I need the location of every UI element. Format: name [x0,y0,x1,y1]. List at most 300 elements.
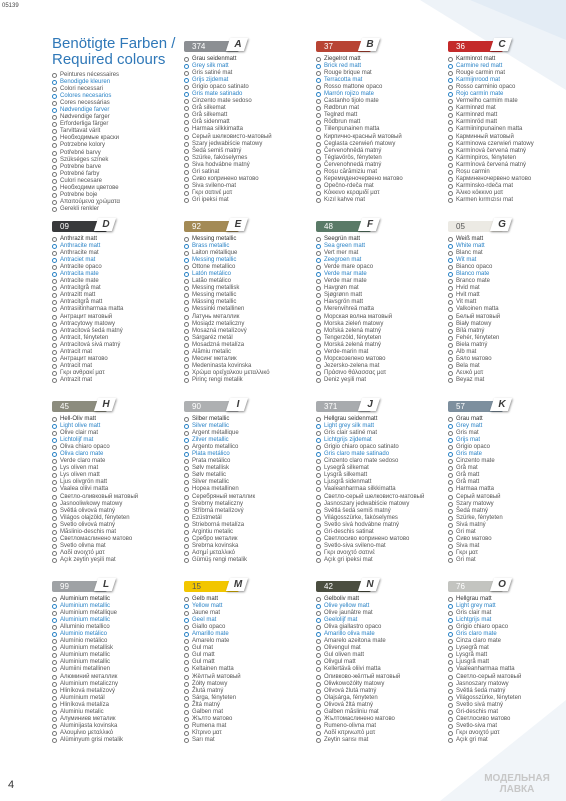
colour-letter: O [498,579,506,590]
colour-name-text: Karmínová červená matný [456,161,527,168]
colour-name-text: Gris satiné mat [192,70,233,77]
flag-icon [448,487,453,492]
flag-icon [316,156,321,161]
flag-icon [448,537,453,542]
colour-name-item [184,494,328,501]
colour-badge [52,218,116,232]
colour-name-item [52,257,196,264]
logo-line-1: МОДЕЛЬНАЯ [484,773,550,784]
colour-name-text: Amarelo azeitona mate [324,638,386,645]
colour-name-item [184,236,328,243]
colour-name-text: Светло-серый матовый [456,673,522,680]
colour-name-text: Alüminyum grisi metalik [60,736,124,743]
flag-icon [184,502,189,507]
page-number: 4 [8,779,15,791]
flag-icon [184,149,189,154]
colour-name-text: Antracit mat [60,362,93,369]
language-item [52,199,182,206]
colour-block-d [60,218,196,384]
colour-name-item [52,730,196,737]
flag-icon [316,480,321,485]
flag-icon [184,244,189,249]
colour-name-item [52,508,196,515]
flag-icon [316,120,321,125]
colour-name-item [184,437,328,444]
colour-name-item [184,416,328,423]
colour-name-text: Carmine red matt [456,63,503,70]
flag-icon [448,64,453,69]
flag-icon [52,357,57,362]
flag-icon [184,251,189,256]
flag-icon [448,689,453,694]
colour-name-text: Brass metallic [192,243,230,250]
flag-icon [52,632,57,637]
colour-name-item [316,515,460,522]
colour-name-text: Verde-marin mat [324,348,369,355]
flag-icon [52,115,57,120]
flag-icon [52,495,57,500]
colour-name-text: Teglrød matt [324,112,358,119]
colour-name-item [52,299,196,306]
colour-badge [184,398,248,412]
flag-icon [448,639,453,644]
colour-name-text: Bílá matný [456,327,485,334]
colour-name-text: Seegrün matt [324,236,361,243]
flag-icon [184,516,189,521]
colour-name-text: Gul oliven matt [324,652,365,659]
flag-icon [52,272,57,277]
colour-name-item [316,271,460,278]
language-item-text: Culori necesare [60,177,103,184]
colour-name-item [184,631,328,638]
colour-name-item [316,243,460,250]
colour-name-item [52,610,196,617]
language-item [52,185,182,192]
colour-name-text: Gris claro mate satinado [324,451,390,458]
colour-name-item [184,444,328,451]
colour-name-text: Biela matný [456,341,488,348]
colour-name-text: Grey matt [456,423,483,430]
colour-name-item [316,84,460,91]
colour-name-item [184,596,328,603]
colour-name-item [52,709,196,716]
flag-icon [316,127,321,132]
colour-name-list [316,596,460,744]
colour-name-text: Verde mar mate [324,278,367,285]
colour-name-item [184,681,328,688]
flag-icon [52,371,57,376]
flag-icon [316,417,321,422]
flag-icon [52,336,57,341]
flag-icon [184,717,189,722]
language-item-text: Szükséges színek [60,156,109,163]
flag-icon [184,286,189,291]
colour-name-text: Deniz yeşili mat [324,376,367,383]
colour-name-text: Gri mat [456,528,476,535]
colour-name-text: Морская волна матовый [324,313,393,320]
colour-letter: F [366,219,374,230]
colour-name-item [184,63,328,70]
flag-icon [316,537,321,542]
colour-name-item [316,494,460,501]
colour-name-text: Gri ipeksi mat [192,196,229,203]
flag-icon [52,80,57,85]
colour-name-item [316,141,460,148]
colour-name-text: Geel mat [192,617,217,624]
colour-name-text: Карминеночервено матово [456,175,532,182]
colour-name-item [52,536,196,543]
colour-name-text: Λαδί κιτρινωπό ματ [324,729,376,736]
flag-icon [448,738,453,743]
colour-name-text: Tengerzöld, fényteten [324,334,382,341]
colour-name-item [316,529,460,536]
language-item-text: Nødvendige farver [60,107,110,114]
flag-icon [448,307,453,312]
colour-name-item [448,335,566,342]
colour-name-item [316,370,460,377]
colour-name-text: Light grey silk matt [324,423,375,430]
flag-icon [52,537,57,542]
colour-name-text: Άλικο κόκκινο ματ [456,189,504,196]
colour-name-text: Λευκό ματ [456,369,484,376]
colour-name-text: Világos olajzöld, fényteten [60,514,130,521]
colour-name-text: Jasnoszary matowy [456,680,509,687]
colour-name-item [316,335,460,342]
flag-icon [448,523,453,528]
colour-name-text: Stříbrná metalízový [192,507,244,514]
colour-name-item [184,674,328,681]
flag-icon [184,307,189,312]
colour-name-text: Латунь металлик [192,313,240,320]
colour-name-item [316,486,460,493]
colour-name-text: Vaaleanharmaa silkkimatta [324,486,396,493]
flag-icon [448,653,453,658]
colour-name-text: Kárminpiros, fényteten [456,154,517,161]
colour-name-text: Antracit, fényteten [60,334,109,341]
colour-name-item [52,666,196,673]
colour-name-item [52,236,196,243]
colour-name-text: Oliva claro mate [60,451,104,458]
colour-name-item [316,536,460,543]
flag-icon [448,667,453,672]
flag-icon [184,350,189,355]
colour-name-item [184,141,328,148]
colour-name-item [448,77,566,84]
flag-icon [52,237,57,242]
colour-name-item [316,702,460,709]
flag-icon [52,378,57,383]
flag-icon [184,509,189,514]
colour-name-text: Rödbrun matt [324,119,361,126]
colour-name-text: Lysegrå mat [456,645,489,652]
colour-name-text: Aluminium metallic [60,617,111,624]
colour-name-item [448,119,566,126]
colour-name-text: Oliva giallastro opaco [324,624,382,631]
flag-icon [52,307,57,312]
colour-name-item [52,681,196,688]
colour-name-item [316,70,460,77]
flag-icon [184,265,189,270]
colour-name-text: Кирпично-красный матовый [324,133,402,140]
colour-name-item [184,335,328,342]
colour-name-text: Жёлтый матовый [192,673,241,680]
colour-name-text: Karmínová červená matný [456,147,527,154]
colour-name-text: Χρώμα ορείχαλκου μεταλλικό [192,369,270,376]
colour-name-text: Szürke, fakóselymes [192,154,248,161]
colour-name-item [448,617,566,624]
flag-icon [184,530,189,535]
colour-name-item [184,363,328,370]
colour-name-text: Karmiininpunainen matta [456,126,523,133]
colour-name-text: Argintiu metalic [192,528,234,535]
flag-icon [448,459,453,464]
colour-number: 371 [324,402,338,411]
colour-name-item [52,444,196,451]
colour-name-item [316,112,460,119]
colour-block-c [456,38,566,204]
colour-name-text: Tiilenpunainen matta [324,126,380,133]
colour-letter: B [366,39,374,50]
colour-name-item [448,243,566,250]
flag-icon [448,516,453,521]
colour-name-text: Argento metallico [192,444,239,451]
colour-name-text: Grijs mat [456,437,480,444]
colour-name-text: Sárga, fényteten [192,694,237,701]
colour-name-text: Κίτρινο ματ [192,729,222,736]
language-item [52,72,182,79]
flag-icon [184,279,189,284]
title-line-english: Required colours [52,51,166,68]
flag-icon [448,99,453,104]
colour-name-item [448,596,566,603]
colour-name-item [316,723,460,730]
flag-icon [184,466,189,471]
colour-name-item [448,723,566,730]
colour-name-text: Żółty matowy [192,680,228,687]
colour-number: 48 [324,222,333,231]
colour-name-text: Gri mat [456,556,476,563]
colour-name-text: Sølv metallisk [192,465,230,472]
flag-icon [184,710,189,715]
colour-name-text: Alumínio metálico [60,638,108,645]
flag-icon [184,738,189,743]
colour-name-text: Rosso mattone opaco [324,84,383,91]
colour-name-text: Lichtgrijs mat [456,617,492,624]
flag-icon [316,198,321,203]
colour-name-item [184,603,328,610]
flag-icon [316,487,321,492]
colour-name-item [184,723,328,730]
flag-icon [184,452,189,457]
colour-name-text: Svetlo sivá matný [456,701,504,708]
flag-icon [448,57,453,62]
colour-letter: E [234,219,242,230]
colour-name-text: Grå sidenmatt [192,119,230,126]
colour-name-text: Морскозелено матово [324,355,386,362]
language-item [52,114,182,121]
colour-name-item [184,716,328,723]
colour-name-item [448,190,566,197]
colour-name-text: Jasnoszary jedwabiście matowy [324,500,410,507]
colour-name-text: Белый матовый [456,313,501,320]
colour-name-text: Grå mat [456,465,478,472]
flag-icon [316,251,321,256]
colour-name-item [316,105,460,112]
colour-name-text: Сиво матово [456,535,492,542]
flag-icon [52,653,57,658]
colour-number: 92 [192,222,201,231]
flag-icon [448,597,453,602]
flag-icon [52,207,57,212]
colour-name-item [316,674,460,681]
flag-icon [448,660,453,665]
colour-name-item [184,624,328,631]
flag-icon [316,611,321,616]
flag-icon [448,551,453,556]
flag-icon [316,357,321,362]
flag-icon [448,632,453,637]
colour-name-item [52,716,196,723]
colour-name-item [184,271,328,278]
colour-badge [184,38,248,52]
colour-name-text: Lysegrå silkemat [324,465,369,472]
flag-icon [184,364,189,369]
language-item [52,164,182,171]
colour-name-item [184,278,328,285]
colour-name-item [52,515,196,522]
colour-name-item [448,501,566,508]
title-line-german: Benötigte Farben / [52,35,176,52]
colour-name-item [52,557,196,564]
language-list [52,72,182,213]
colour-name-text: Cinzento mate sedoso [192,98,252,105]
colour-name-item [52,451,196,458]
colour-block-o [456,578,566,744]
flag-icon [184,696,189,701]
colour-name-text: Grigio chiaro opaco [456,624,509,631]
colour-name-text: Messinki metallinen [192,306,245,313]
colour-name-text: Gris mate [456,451,483,458]
colour-name-text: Gris clair mat [456,610,492,617]
flag-icon [316,523,321,528]
flag-icon [52,618,57,623]
colour-name-item [448,63,566,70]
colour-name-item [316,285,460,292]
flag-icon [448,237,453,242]
colour-name-item [448,508,566,515]
flag-icon [184,177,189,182]
colour-letter: D [102,219,110,230]
flag-icon [316,473,321,478]
colour-name-item [448,515,566,522]
flag-icon [52,703,57,708]
colour-name-item [52,522,196,529]
flag-icon [52,258,57,263]
flag-icon [316,184,321,189]
flag-icon [184,597,189,602]
colour-name-item [52,494,196,501]
colour-name-text: Rouge brique mat [324,70,372,77]
flag-icon [448,703,453,708]
colour-name-item [52,271,196,278]
colour-name-item [52,702,196,709]
flag-icon [316,364,321,369]
colour-letter: M [233,579,243,590]
colour-name-item [316,155,460,162]
flag-icon [184,120,189,125]
flag-icon [52,660,57,665]
flag-icon [316,639,321,644]
flag-icon [316,696,321,701]
colour-name-text: Светломаслинено матово [60,535,133,542]
colour-name-text: Karmijnrood mat [456,77,501,84]
flag-icon [184,417,189,422]
colour-name-text: Světlá šedá semiš matný [324,507,391,514]
colour-name-text: Világosszürke, fényteten [456,694,522,701]
colour-name-item [316,501,460,508]
language-item-text: Необходимые краски [60,135,119,142]
colour-name-text: Алюминий металлик [60,673,118,680]
colour-name-item [316,77,460,84]
colour-name-item [52,356,196,363]
colour-name-text: Žltá matný [192,701,221,708]
colour-name-item [316,543,460,550]
flag-icon [448,696,453,701]
flag-icon [184,618,189,623]
colour-name-item [184,479,328,486]
colour-name-text: Măslinio-deschis mat [60,528,117,535]
flag-icon [184,135,189,140]
flag-icon [316,85,321,90]
colour-name-list [316,56,460,204]
colour-name-item [448,257,566,264]
flag-icon [52,551,57,556]
flag-icon [184,625,189,630]
colour-name-text: Antracit mat [60,348,93,355]
colour-name-text: Grå matt [456,472,480,479]
flag-icon [184,646,189,651]
colour-letter: H [102,399,110,410]
language-item-text: Απαιτούμενα χρώματα [60,198,120,205]
colour-name-item [52,458,196,465]
flag-icon [184,523,189,528]
colour-name-item [448,349,566,356]
colour-name-text: Harmaa silkkimatta [192,126,244,133]
flag-icon [448,251,453,256]
colour-badge [448,218,512,232]
colour-name-item [52,416,196,423]
flag-icon [316,71,321,76]
flag-icon [448,424,453,429]
colour-name-item [316,162,460,169]
flag-icon [316,279,321,284]
colour-name-text: Grigio opaco satinato [192,84,249,91]
colour-name-item [448,444,566,451]
colour-name-item [184,529,328,536]
colour-name-item [448,56,566,63]
colour-name-text: Aluminium metaliczny [60,680,119,687]
colour-name-text: Lichtolijf mat [60,437,94,444]
colour-name-text: Amarelo mate [192,638,230,645]
colour-name-item [448,236,566,243]
flag-icon [52,480,57,485]
colour-badge [52,398,116,412]
colour-name-text: Merenvihreä matta [324,306,375,313]
flag-icon [316,336,321,341]
colour-name-item [448,70,566,77]
colour-name-text: Ljusgrå matt [456,659,490,666]
colour-name-item [448,674,566,681]
